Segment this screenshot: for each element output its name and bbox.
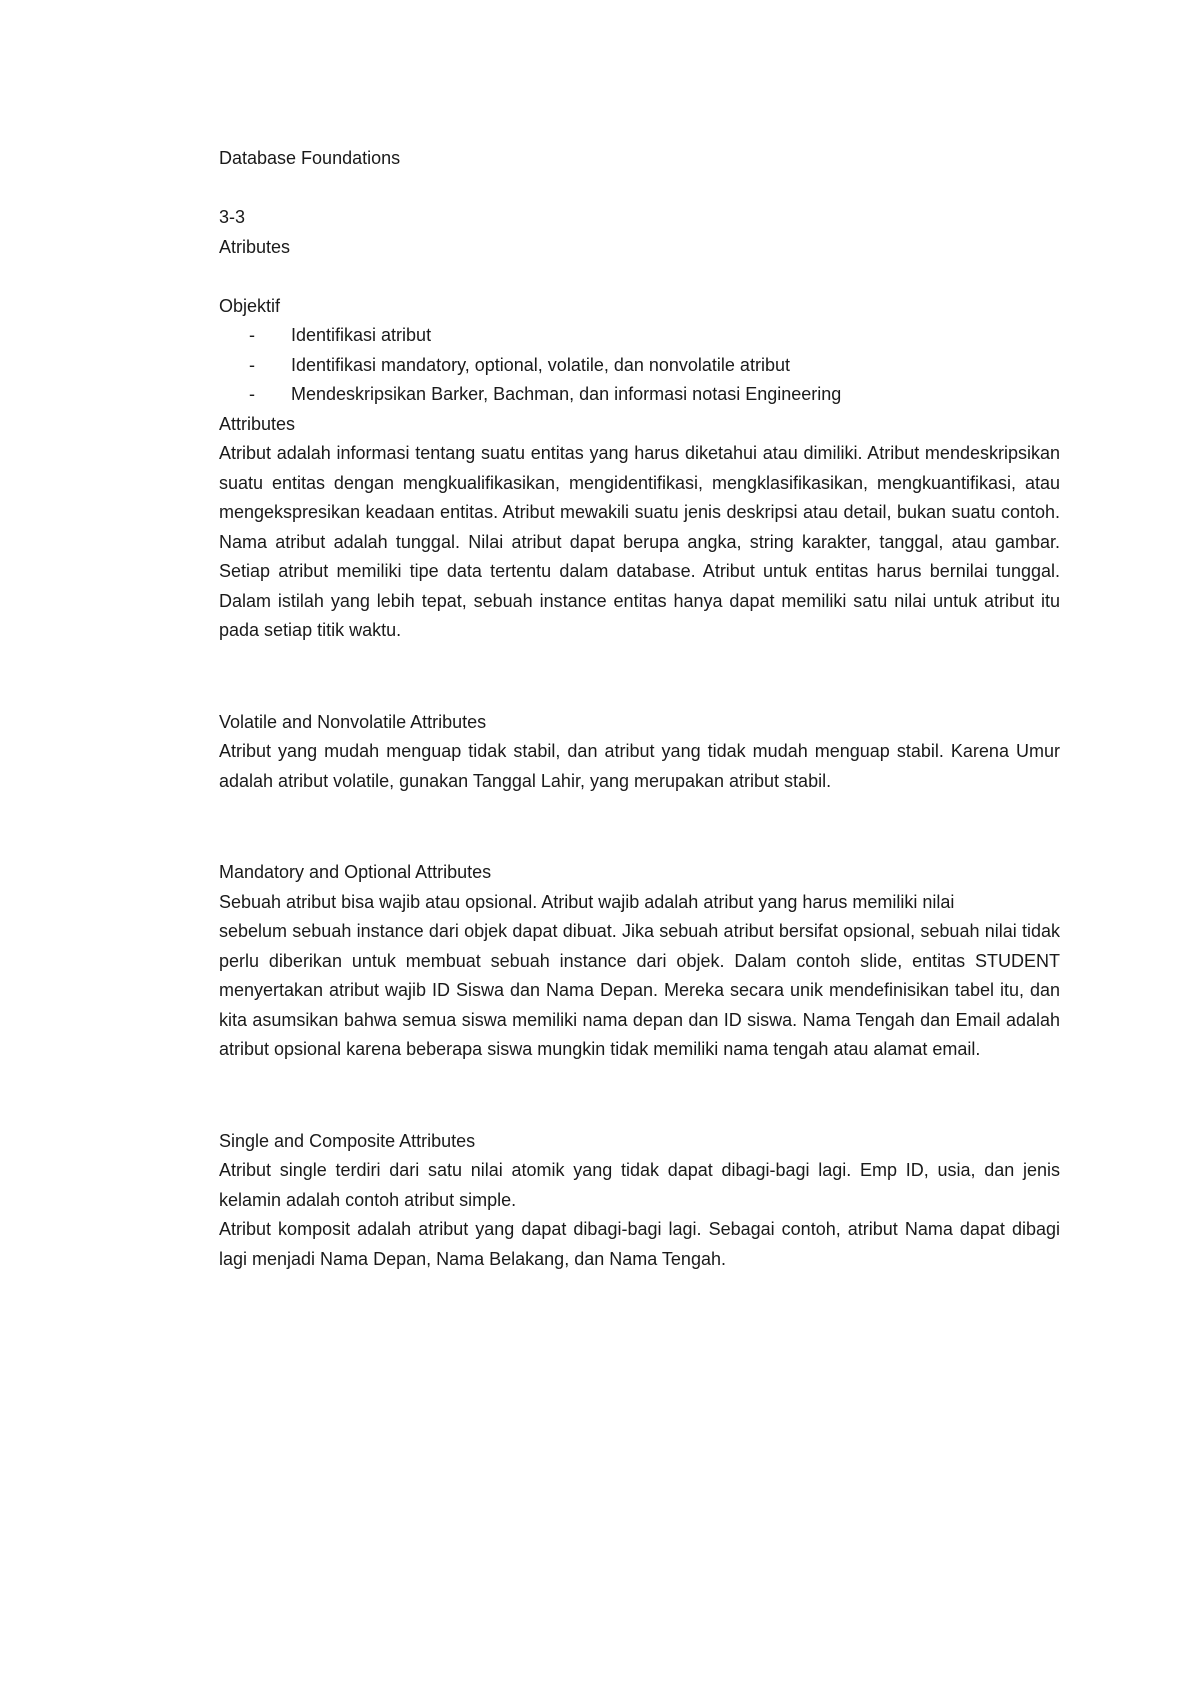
objective-item [219,321,1060,351]
bullet-dash: - [249,325,255,345]
mandatory-paragraph-1: Sebuah atribut bisa wajib atau opsional. Atribut wajib adalah atribut yang harus memiliki nilai [219,891,955,912]
single-composite-heading: Single and Composite Attributes [219,1130,476,1151]
mandatory-paragraph-2: sebelum sebuah instance dari objek dapat dibuat. Jika sebuah atribut bersifat opsional, sebuah nilai tidak perlu diberikan untuk membuat sebuah instance dari objek. Dalam contoh slide, entitas STUDENT menyertakan atribut wajib ID Siswa dan Nama Depan. Mereka secara unik mendefinisikan tabel itu, dan kita asumsikan bahwa semua siswa memiliki nama depan dan ID siswa. Nama Tengah dan Email adalah atribut opsional karena beberapa siswa mungkin tidak memiliki nama tengah atau alamat email. [219,921,1060,1059]
volatile-heading: Volatile and Nonvolatile Attributes [219,711,487,732]
section-title: Atributes [219,236,291,257]
attributes-paragraph: Atribut adalah informasi tentang suatu entitas yang harus diketahui atau dimiliki. Atribut mendeskripsikan suatu entitas dengan mengkualifikasikan, mengidentifikasi, mengklasifikasikan, mengkuantifikasi, atau mengekspresikan keadaan entitas. Atribut mewakili suatu jenis deskripsi atau detail, bukan suatu contoh. Nama atribut adalah tunggal. Nilai atribut dapat berupa angka, string karakter, tanggal, atau gambar. Setiap atribut memiliki tipe data tertentu dalam database. Atribut untuk entitas harus bernilai tunggal. Dalam istilah yang lebih tepat, sebuah instance entitas hanya dapat memiliki satu nilai untuk atribut itu pada setiap titik waktu. [219,443,1060,640]
section-number: 3-3 [219,207,246,227]
volatile-paragraph: Atribut yang mudah menguap tidak stabil, dan atribut yang tidak mudah menguap stabil. Karena Umur adalah atribut volatile, gunakan Tanggal Lahir, yang merupakan atribut stabil. [219,741,1060,791]
objective-item [219,380,1060,410]
bullet-dash: - [249,384,255,404]
document-title: Database Foundations [219,148,401,168]
mandatory-heading: Mandatory and Optional Attributes [219,862,492,882]
composite-paragraph: Atribut komposit adalah atribut yang dapat dibagi-bagi lagi. Sebagai contoh, atribut Nama dapat dibagi lagi menjadi Nama Depan, Nama Belakang, dan Nama Tengah. [219,1219,1060,1269]
objective-text: Identifikasi mandatory, optional, volatile, dan nonvolatile atribut [291,354,790,375]
objectives-heading: Objektif [219,295,281,316]
objective-text: Identifikasi atribut [291,325,432,345]
document-body [219,144,1060,1274]
objectives-list [219,321,1060,410]
single-paragraph: Atribut single terdiri dari satu nilai atomik yang tidak dapat dibagi-bagi lagi. Emp ID, usia, dan jenis kelamin adalah contoh atribut simple. [219,1160,1060,1210]
attributes-heading: Attributes [219,413,296,434]
bullet-dash: - [249,354,255,375]
objective-text: Mendeskripsikan Barker, Bachman, dan informasi notasi Engineering [291,384,842,404]
objective-item [219,351,1060,381]
